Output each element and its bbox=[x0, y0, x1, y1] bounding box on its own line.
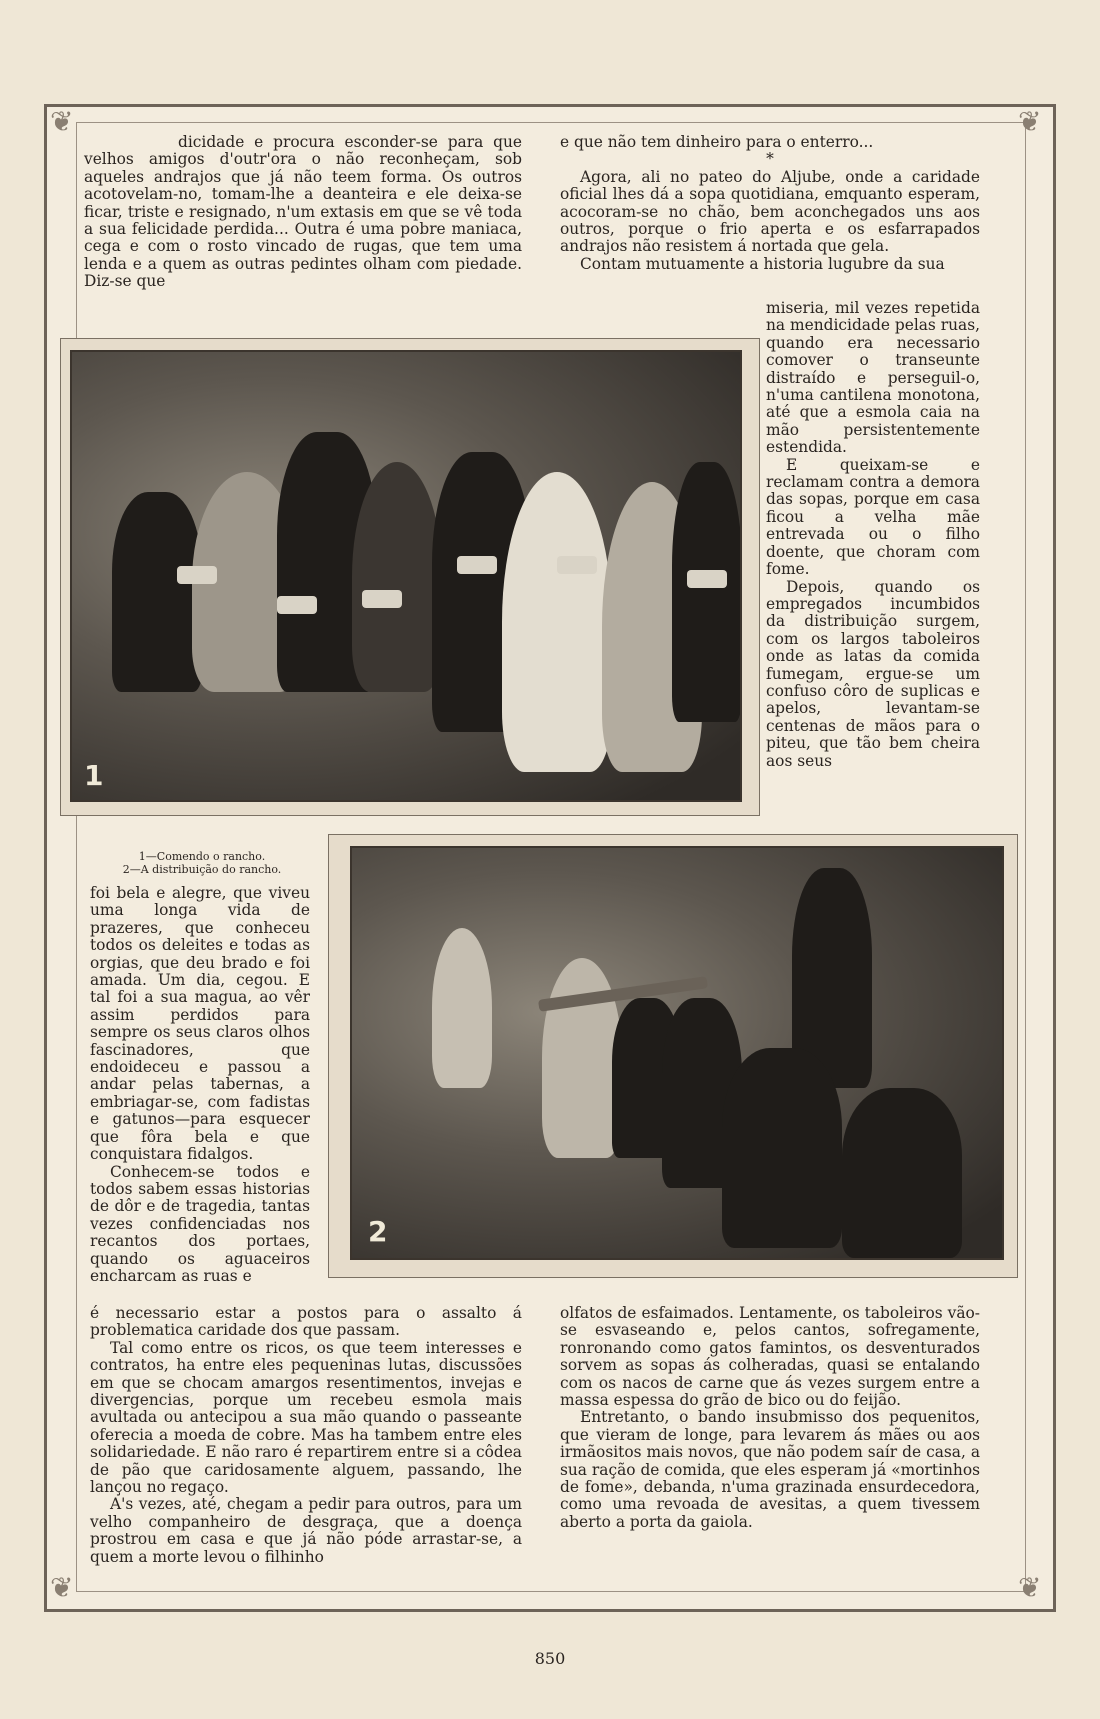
corner-ornament-top-left: ❦ bbox=[50, 105, 74, 138]
corner-ornament-top-right: ❦ bbox=[1018, 105, 1042, 138]
column-bottom-right bbox=[560, 1305, 980, 1531]
paragraph: foi bela e alegre, que viveu uma longa vida de prazeres, que conheceu todos os deleites e todas as orgias, que deu brado e foi amada. Um dia, cegou. E tal foi a sua magua, ao vêr assim perdidos para sempre os seus claros olhos fascinadores, que endoideceu e passou a andar pelas tabernas, a embriagar-se, com fadistas e gatunos—para esquecer que fôra bela e que conquistara fidalgos. bbox=[90, 884, 310, 1164]
caption-1: 1—Comendo o rancho. bbox=[138, 850, 266, 863]
photo-2-label: 2 bbox=[368, 1215, 388, 1248]
column-right-narrow bbox=[766, 300, 980, 770]
caption-2: 2—A distribuição do rancho. bbox=[122, 863, 282, 876]
column-top-left bbox=[84, 134, 522, 291]
column-left-narrow bbox=[90, 885, 310, 1285]
paragraph: olfatos de esfaimados. Lentamente, os taboleiros vão-se esvaseando e, pelos cantos, sofregamente, ronronando como gatos famintos, os desventurados sorvem as sopas ás colheradas, quasi se entalando com os nacos de carne que ás vezes surgem entre a massa espessa do grão de bico ou do feijão. bbox=[560, 1304, 980, 1410]
paragraph: Tal como entre os ricos, os que teem interesses e contratos, ha entre eles pequeninas lutas, discussões em que se chocam amargos resentimentos, invejas e divergencias, porque um recebeu esmola mais avultada ou antecipou a sua mão quando o passeante oferecia a moeda de cobre. Mas ha tambem entre eles solidariedade. E não raro é repartirem entre si a côdea de pão que caridosamente alguem, passando, lhe lançou no regaço. bbox=[90, 1338, 522, 1497]
column-top-right bbox=[560, 134, 980, 273]
paragraph: Depois, quando os empregados incumbidos da distribuição surgem, com os largos taboleiros onde as latas da comida fumegam, ergue-se um confuso côro de suplicas e apelos, levantam-se centenas de mãos para o piteu, que tão bem cheira aos seus bbox=[766, 577, 980, 770]
photo-1 bbox=[70, 350, 742, 802]
captions bbox=[82, 850, 322, 876]
photo-1-label: 1 bbox=[84, 759, 104, 792]
paragraph: Conhecem-se todos e todos sabem essas historias de dôr e de tragedia, tantas vezes confidenciadas nos recantos dos portaes, quando os aguaceiros encharcam as ruas e bbox=[90, 1162, 310, 1285]
corner-ornament-bottom-right: ❦ bbox=[1018, 1571, 1042, 1604]
section-separator: * bbox=[766, 150, 774, 169]
page-number: 850 bbox=[534, 1649, 566, 1668]
photo-2 bbox=[350, 846, 1004, 1260]
paragraph: Contam mutuamente a historia lugubre da sua bbox=[580, 254, 945, 273]
paragraph: Entretanto, o bando insubmisso dos pequenitos, que vieram de longe, para levarem ás mães ou aos irmãositos mais novos, que não podem saír de casa, a sua ração de comida, que eles esperam já «mortinhos de fome», debanda, n'uma grazinada ensurdecedora, como uma revoada de avesitas, a quem tivessem aberto a porta da gaiola. bbox=[560, 1408, 980, 1531]
paragraph: é necessario estar a postos para o assalto á problematica caridade dos que passam. bbox=[90, 1304, 522, 1340]
paragraph: dicidade e procura esconder-se para que velhos amigos d'outr'ora o não reconheçam, sob aqueles andrajos que já não teem forma. Os outros acotovelam-no, tomam-lhe a deanteira e ele deixa-se ficar, triste e resignado, n'um extasis em que se vê toda a sua felicidade perdida... Outra é uma pobre maniaca, cega e com o rosto vincado de rugas, que tem uma lenda e a quem as outras pedintes olham com piedade. Diz-se que bbox=[84, 133, 522, 291]
paragraph: e que não tem dinheiro para o enterro... bbox=[560, 133, 874, 151]
paragraph: Agora, ali no pateo do Aljube, onde a caridade oficial lhes dá a sopa quotidiana, emquanto esperam, acocoram-se no chão, bem aconchegados uns aos outros, porque o frio aperta e os esfarrapados andrajos não resistem á nortada que gela. bbox=[560, 167, 980, 256]
paragraph: miseria, mil vezes repetida na mendicidade pelas ruas, quando era necessario comover o transeunte distraído e perseguil-o, n'uma cantilena monotona, até que a esmola caia na mão persistentemente estendida. bbox=[766, 299, 980, 457]
paragraph: A's vezes, até, chegam a pedir para outros, para um velho companheiro de desgraça, que a doença prostrou em casa e que já não póde arrastar-se, a quem a morte levou o filhinho bbox=[90, 1495, 522, 1566]
column-bottom-left bbox=[90, 1305, 522, 1566]
corner-ornament-bottom-left: ❦ bbox=[50, 1571, 74, 1604]
paragraph: E queixam-se e reclamam contra a demora das sopas, porque em casa ficou a velha mãe entrevada ou o filho doente, que choram com fome. bbox=[766, 455, 980, 579]
